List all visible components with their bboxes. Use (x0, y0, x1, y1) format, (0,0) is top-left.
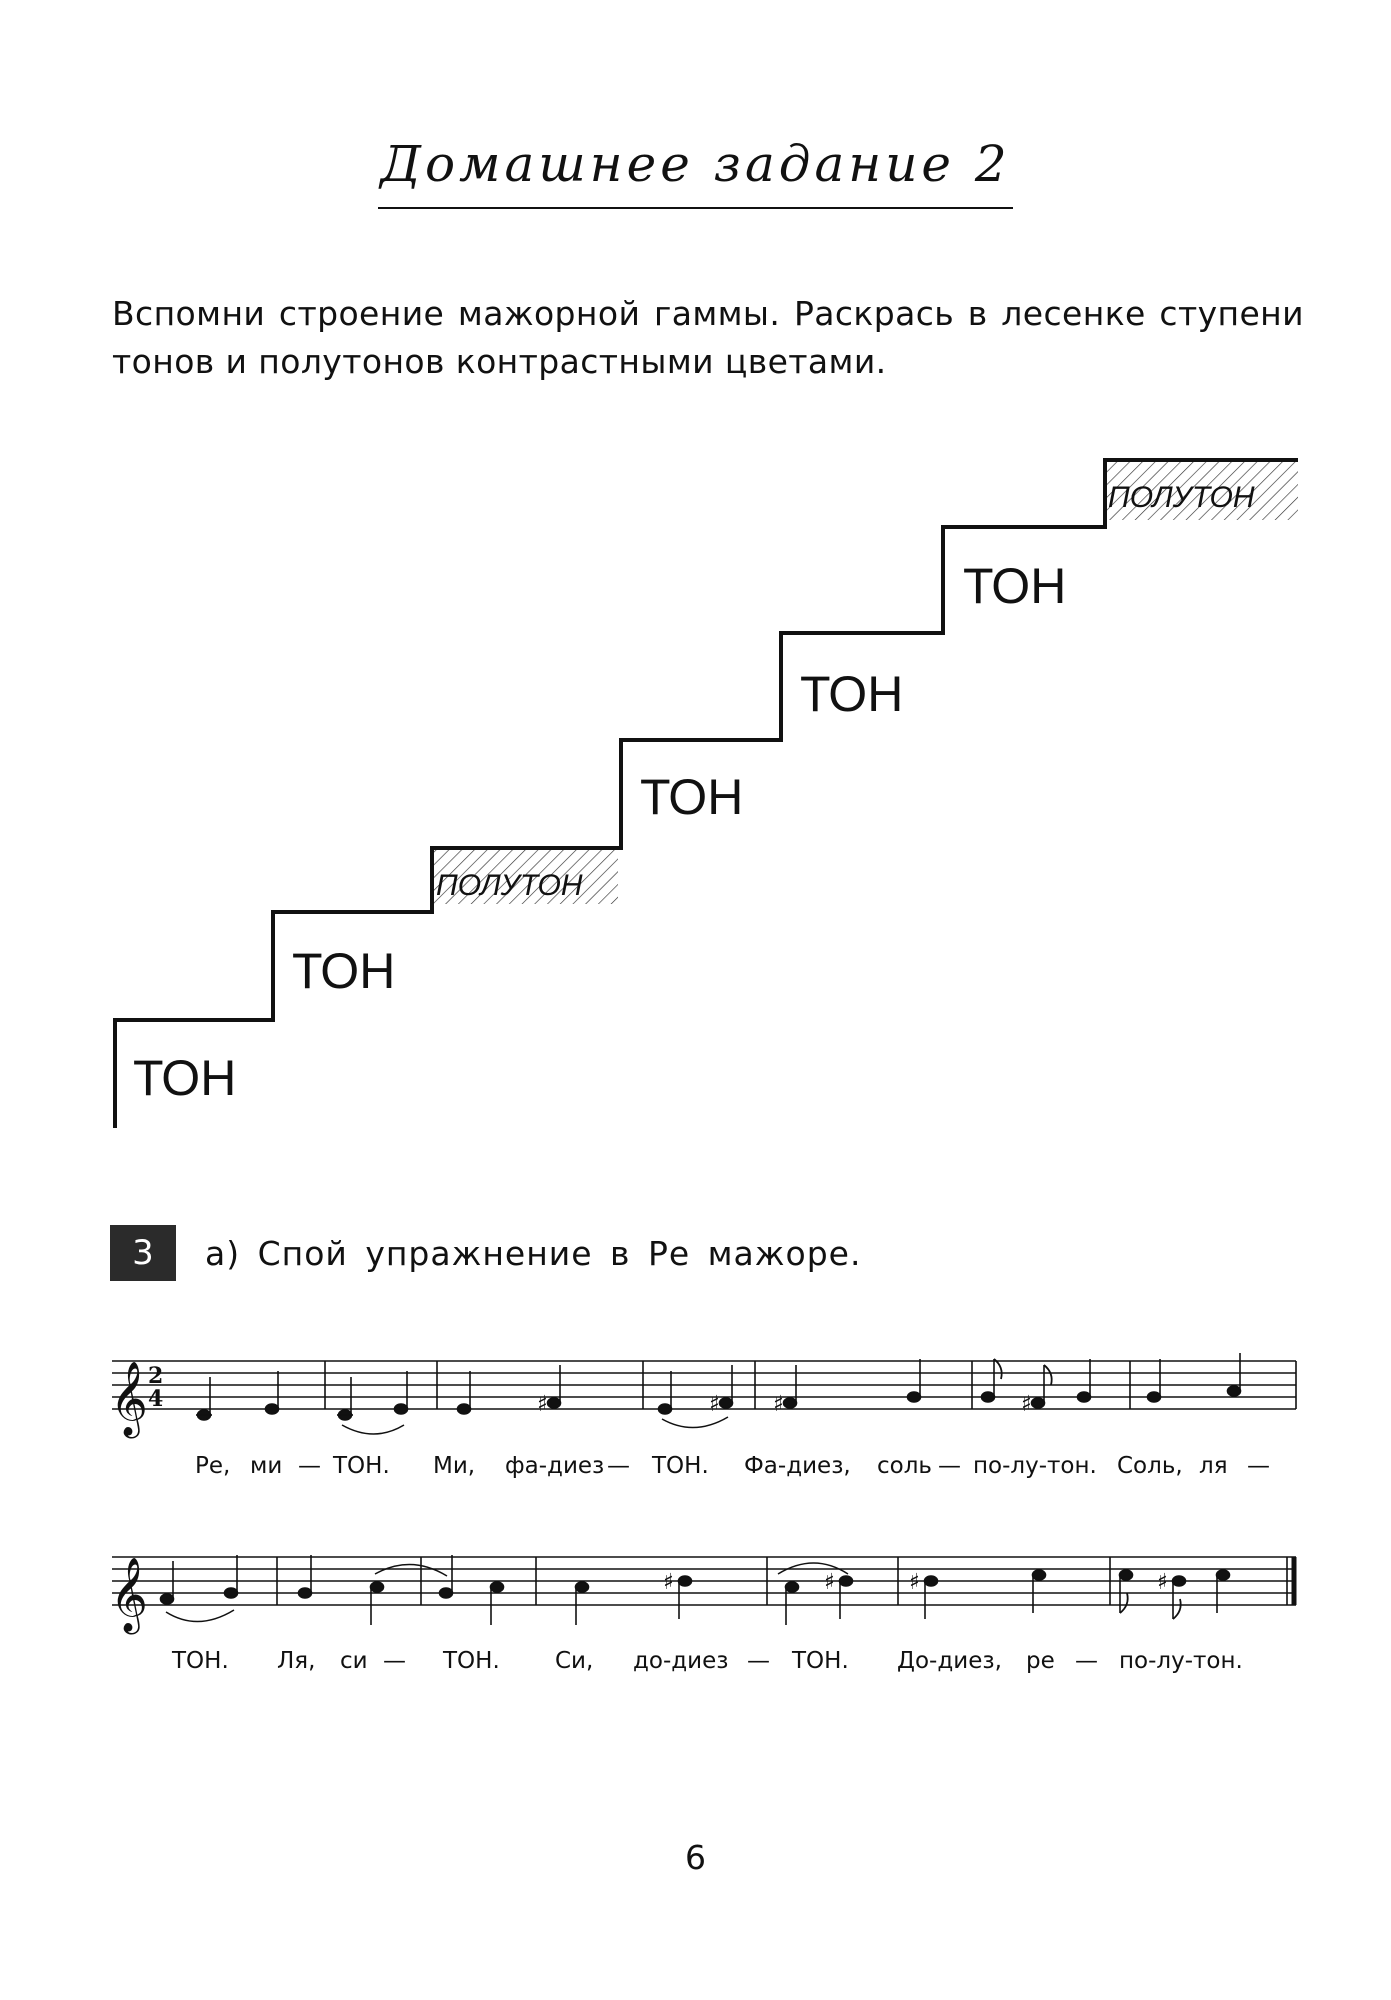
lyric: Ми, (433, 1453, 476, 1479)
treble-clef-icon: 𝄞 (110, 1362, 148, 1436)
lyric: Соль, (1117, 1453, 1183, 1479)
svg-text:♯: ♯ (663, 1570, 674, 1595)
lyric: — (1075, 1648, 1098, 1674)
step-label-4: ТОН (640, 769, 744, 825)
lyric: ТОН. (792, 1648, 849, 1674)
lyric: — (607, 1453, 630, 1479)
lyric: ТОН. (443, 1648, 500, 1674)
music-staff-line-1 (0, 1330, 1391, 1480)
time-signature-bottom: 4 (148, 1386, 164, 1412)
lyric: си (340, 1648, 368, 1674)
notes-line-2 (161, 1555, 1230, 1625)
lyric: ре (1026, 1648, 1055, 1674)
lyric: — (1247, 1453, 1270, 1479)
lyric: Ля, (277, 1648, 316, 1674)
lyric: — (298, 1453, 321, 1479)
lyrics-line-2 (171, 1648, 1243, 1674)
svg-text:♯: ♯ (773, 1392, 784, 1417)
page-title: Домашнее задание 2 (378, 135, 1012, 209)
lyric: до-диез (633, 1648, 729, 1674)
page-title-wrap (0, 135, 1391, 209)
lyric: — (938, 1453, 961, 1479)
lyric: по-лу-тон. (1119, 1648, 1243, 1674)
lyric: — (747, 1648, 770, 1674)
step-label-6: ТОН (963, 558, 1067, 614)
step-label-2: ТОН (292, 943, 396, 999)
svg-text:♯: ♯ (824, 1570, 835, 1595)
svg-text:♯: ♯ (709, 1392, 720, 1417)
lyric: Фа-диез, (744, 1453, 851, 1479)
svg-text:♯: ♯ (537, 1392, 548, 1417)
svg-text:♯: ♯ (1157, 1570, 1168, 1595)
svg-text:♯: ♯ (909, 1570, 920, 1595)
lyric: фа-диез (505, 1453, 605, 1479)
lyric: Си, (555, 1648, 594, 1674)
step-label-5: ТОН (800, 666, 904, 722)
lyric: Ре, (195, 1453, 231, 1479)
time-signature-top: 2 (148, 1363, 164, 1389)
lyric: ТОН. (172, 1648, 229, 1674)
lyric: ми (250, 1453, 283, 1479)
flags-line-2 (1120, 1593, 1181, 1619)
slurs-line-1 (342, 1417, 728, 1434)
lyric: соль (877, 1453, 932, 1479)
lyric: До-диез, (897, 1648, 1002, 1674)
lyric: — (383, 1648, 406, 1674)
step-label-1: ТОН (133, 1050, 237, 1106)
instructions-text: Вспомни строение мажорной гаммы. Раскрась в лесенке ступени тонов и полутонов контрастными цветами. (112, 294, 1304, 381)
lyric: ТОН. (333, 1453, 390, 1479)
svg-text:♯: ♯ (1021, 1392, 1032, 1417)
lyrics-line-1 (195, 1453, 1270, 1479)
step-label-3: ПОЛУТОН (436, 869, 583, 902)
page-number: 6 (685, 1838, 706, 1877)
lyric: по-лу-тон. (973, 1453, 1097, 1479)
lyric: ля (1199, 1453, 1228, 1479)
music-staff-line-2 (0, 1530, 1391, 1680)
task-instruction: а) Спой упражнение в Ре мажоре. (205, 1234, 862, 1273)
sharp-signs-line-2 (663, 1570, 1168, 1595)
treble-clef-icon: 𝄞 (110, 1558, 148, 1632)
step-label-7: ПОЛУТОН (1108, 481, 1255, 514)
flags-line-1 (994, 1359, 1052, 1385)
task-number-badge: 3 (110, 1225, 176, 1281)
lyric: ТОН. (652, 1453, 709, 1479)
scale-staircase (0, 420, 1391, 1140)
